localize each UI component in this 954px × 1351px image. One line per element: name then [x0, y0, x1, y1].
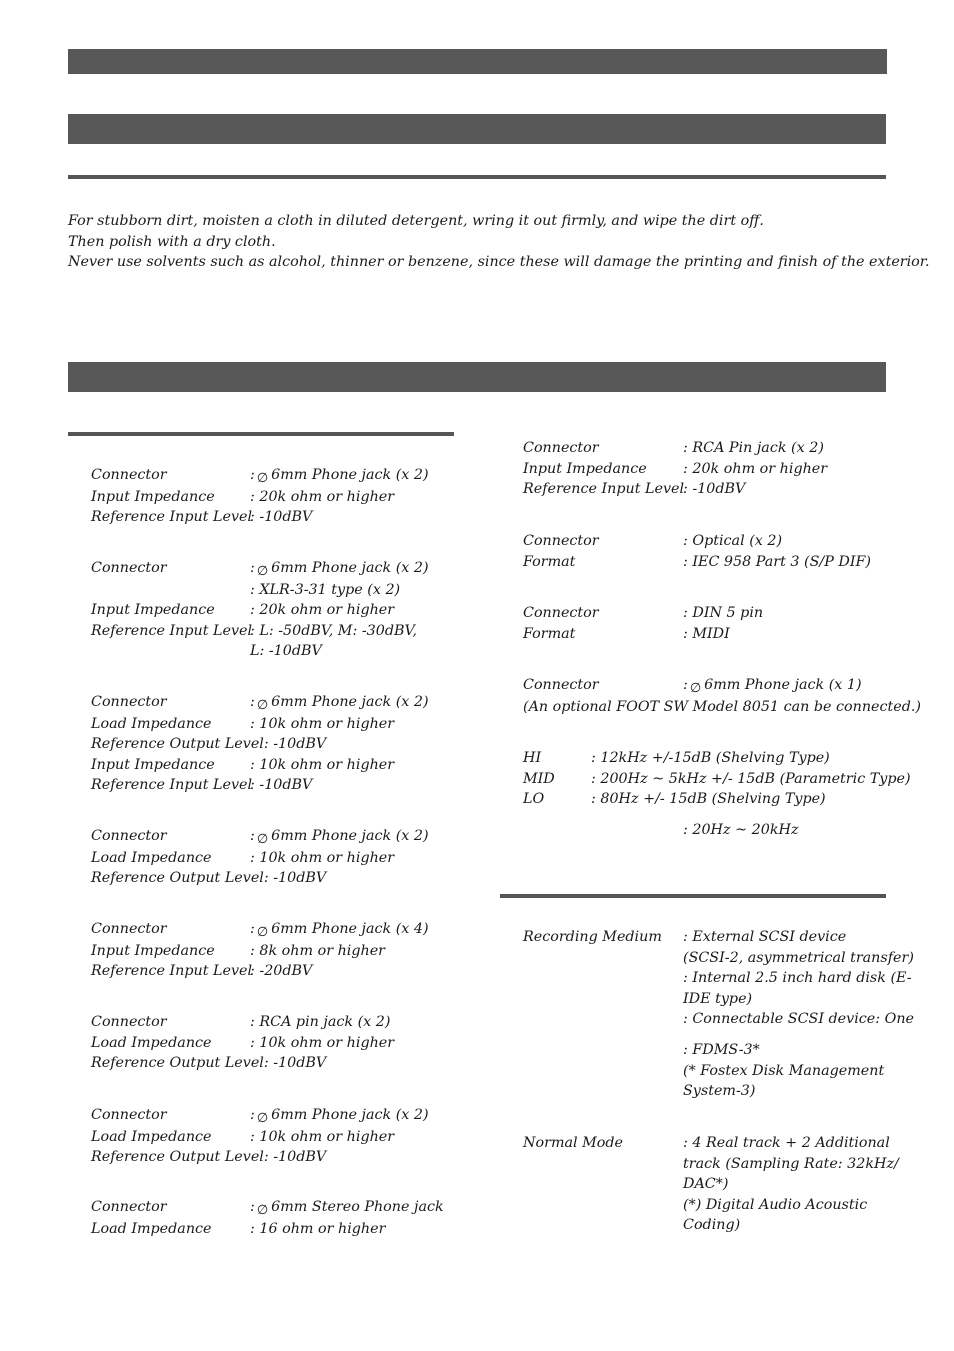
- spec-value: : 16 ohm or higher: [250, 1220, 386, 1237]
- spec-label: Connector: [91, 467, 167, 483]
- spec-label: Reference Output Level: [91, 736, 264, 753]
- spec-colon: :: [250, 694, 255, 710]
- diameter-icon: ∅: [256, 1203, 269, 1218]
- spec-label: Connector: [91, 1199, 167, 1215]
- spec-row: [91, 868, 429, 889]
- spec-colon: :: [250, 828, 255, 844]
- spec-row: [91, 1147, 429, 1168]
- spec-value: : 10k ohm or higher: [250, 849, 395, 866]
- spec-value: : 10k ohm or higher: [250, 1128, 395, 1145]
- spec-row: [523, 675, 921, 697]
- spec-line: track (Sampling Rate: 32kHz/: [683, 1155, 899, 1172]
- spec-row: [91, 621, 429, 642]
- spec-row: [91, 734, 429, 755]
- midi-spec: [523, 603, 763, 644]
- spec-label: Reference Input Level: [91, 963, 253, 980]
- spec-value: : 80Hz +/- 15dB (Shelving Type): [591, 791, 826, 808]
- spec-label: Reference Input Level: [523, 481, 685, 498]
- spec-label: Reference Output Level: [91, 1055, 264, 1072]
- spec-row: [523, 624, 763, 645]
- subsection-rule-left: [68, 432, 454, 436]
- spec-label: Input Impedance: [91, 756, 215, 773]
- spec-row: [91, 580, 429, 601]
- spec-label: Recording Medium: [523, 929, 662, 945]
- spec-value: : 20Hz ~ 20kHz: [683, 822, 799, 838]
- spec-line: (*) Digital Audio Acoustic: [683, 1196, 868, 1213]
- spec-label: Connector: [523, 605, 599, 621]
- spec-value: [250, 826, 429, 848]
- spec-value: : RCA Pin jack (x 2): [683, 440, 824, 456]
- care-line-3: Never use solvents such as alcohol, thinner or benzene, since these will damage the printing and finish of the exterior.: [68, 254, 930, 271]
- spec-row: [523, 531, 871, 552]
- spec-value: : 10k ohm or higher: [250, 715, 395, 732]
- foot-sw-note: (An optional FOOT SW Model 8051 can be connected.): [523, 698, 921, 715]
- spec-value: : IEC 958 Part 3 (S/P DIF): [683, 553, 871, 570]
- spec-label: Reference Output Level: [91, 1149, 264, 1166]
- spec-value: : 20k ohm or higher: [250, 488, 395, 505]
- spec-line: (SCSI-2, asymmetrical transfer): [683, 949, 914, 966]
- spec-value: [250, 1197, 444, 1219]
- spec-label: Load Impedance: [91, 1034, 212, 1051]
- left-spec-block: [91, 1197, 444, 1239]
- spec-row: [91, 1219, 444, 1240]
- spec-row: [91, 919, 429, 941]
- spec-line: : 4 Real track + 2 Additional: [683, 1135, 890, 1151]
- foot-sw-spec: [523, 675, 921, 717]
- spec-value: [250, 692, 429, 714]
- spec-value: [250, 919, 429, 941]
- spec-line: : External SCSI device: [683, 929, 847, 945]
- spec-line: (* Fostex Disk Management: [683, 1062, 885, 1079]
- spec-line: : Internal 2.5 inch hard disk (E-: [683, 970, 912, 987]
- spec-row: [91, 487, 429, 508]
- spec-line: : FDMS-3*: [683, 1042, 760, 1058]
- spec-value: : RCA pin jack (x 2): [250, 1014, 391, 1030]
- spec-colon: :: [250, 1199, 255, 1215]
- spec-label: Connector: [91, 1107, 167, 1123]
- spec-row: [91, 692, 429, 714]
- fdms-spec: [683, 1040, 884, 1102]
- left-spec-block: [91, 826, 429, 889]
- spec-label: Load Impedance: [91, 849, 212, 866]
- left-spec-block: [91, 558, 429, 662]
- spec-colon: :: [250, 467, 255, 483]
- spec-row: [523, 479, 827, 500]
- spec-row: [91, 775, 429, 796]
- spec-label: Load Impedance: [91, 715, 212, 732]
- spec-value: [250, 1105, 429, 1127]
- spec-row: [91, 941, 429, 962]
- spec-row: [91, 1105, 429, 1127]
- spec-value-text: 6mm Stereo Phone jack: [271, 1199, 444, 1215]
- normal-mode-spec: [523, 1133, 899, 1236]
- spec-label: Format: [523, 625, 576, 642]
- spec-value: : XLR-3-31 type (x 2): [250, 581, 401, 598]
- spec-label: Connector: [523, 677, 599, 693]
- spec-row: [91, 1053, 394, 1074]
- spec-value: : 200Hz ~ 5kHz +/- 15dB (Parametric Type): [591, 770, 911, 787]
- spec-label: MID: [523, 770, 555, 787]
- spec-value: : 8k ohm or higher: [250, 942, 386, 959]
- spec-value-text: 6mm Phone jack (x 2): [271, 467, 429, 483]
- spec-value: : 20k ohm or higher: [683, 460, 828, 477]
- subsection-rule-care: [68, 175, 886, 179]
- spec-value: [683, 675, 862, 697]
- spec-value: [250, 558, 429, 580]
- spec-row: [91, 755, 429, 776]
- spec-row: [91, 465, 429, 487]
- spec-label: Connector: [523, 533, 599, 549]
- diameter-icon: ∅: [256, 925, 269, 940]
- section-header-bar-care: [68, 114, 886, 144]
- spec-line: Coding): [683, 1217, 741, 1234]
- spec-row: [523, 603, 763, 624]
- spec-label: [91, 641, 250, 662]
- spec-label: Connector: [91, 921, 167, 937]
- spec-label: [91, 580, 250, 601]
- spec-label: Input Impedance: [523, 460, 647, 477]
- spec-line: IDE type): [683, 990, 753, 1007]
- spec-colon: :: [250, 1107, 255, 1123]
- spec-row: [523, 927, 914, 1030]
- spec-row: [523, 438, 827, 459]
- spec-row: [523, 552, 871, 573]
- spec-row: [91, 1033, 394, 1054]
- spec-label: Connector: [91, 560, 167, 576]
- left-spec-block: [91, 465, 429, 528]
- spec-value-lines: [683, 927, 914, 1030]
- care-line-2: Then polish with a dry cloth.: [68, 233, 276, 250]
- spec-label: Input Impedance: [91, 942, 215, 959]
- freq-response-spec: [683, 820, 798, 841]
- spec-value-text: 6mm Phone jack (x 2): [271, 694, 429, 710]
- spec-label: Normal Mode: [523, 1135, 624, 1151]
- left-spec-block: [91, 919, 429, 982]
- spec-line: : Connectable SCSI device: One: [683, 1011, 914, 1028]
- spec-row: [91, 848, 429, 869]
- spec-label: Load Impedance: [91, 1128, 212, 1145]
- spec-label: Reference Input Level: [91, 777, 253, 794]
- spec-value-text: 6mm Phone jack (x 1): [704, 677, 862, 693]
- spec-value-text: 6mm Phone jack (x 2): [271, 560, 429, 576]
- spec-label: Input Impedance: [91, 488, 215, 505]
- spec-label: Connector: [91, 828, 167, 844]
- spec-row: [523, 769, 911, 790]
- spec-value-text: 6mm Phone jack (x 4): [271, 921, 429, 937]
- spec-label: Format: [523, 553, 576, 570]
- rca-input-spec: [523, 438, 827, 500]
- spec-label: Reference Input Level: [91, 622, 253, 639]
- spec-row: [91, 600, 429, 621]
- spec-value: L: -10dBV: [250, 643, 322, 660]
- spec-value-text: 6mm Phone jack (x 2): [271, 828, 429, 844]
- spec-row: [91, 1197, 444, 1219]
- spec-label: Connector: [523, 440, 599, 456]
- spec-label: Connector: [91, 1014, 167, 1030]
- spec-value: : -10dBV: [263, 1149, 327, 1166]
- section-header-bar-top: [68, 49, 887, 74]
- care-line-1: For stubborn dirt, moisten a cloth in diluted detergent, wring it out firmly, and wipe the dirt off.: [68, 213, 764, 229]
- spec-label: HI: [523, 750, 542, 766]
- spec-label: Connector: [91, 694, 167, 710]
- spec-row: [523, 1133, 899, 1236]
- spec-value: : -10dBV: [683, 481, 746, 498]
- spec-value: : -10dBV: [263, 870, 327, 887]
- spec-value: : -10dBV: [250, 509, 313, 526]
- section-header-bar-specs: [68, 362, 886, 392]
- spec-value: : 20k ohm or higher: [250, 602, 395, 619]
- spec-line: DAC*): [683, 1176, 729, 1193]
- spec-value-lines: [683, 1133, 899, 1236]
- spec-value: : MIDI: [683, 625, 730, 642]
- diameter-icon: ∅: [689, 681, 702, 696]
- spec-value: : -10dBV: [250, 777, 313, 794]
- spec-value: : Optical (x 2): [683, 533, 783, 549]
- spec-value-text: 6mm Phone jack (x 2): [271, 1107, 429, 1123]
- spec-line: System-3): [683, 1083, 756, 1100]
- spec-label: LO: [523, 791, 545, 808]
- diameter-icon: ∅: [256, 832, 269, 847]
- spec-value: : 10k ohm or higher: [250, 756, 395, 773]
- spec-row: [91, 714, 429, 735]
- left-spec-block: [91, 1012, 394, 1074]
- spec-row: [523, 789, 911, 810]
- spec-value: : 12kHz +/-15dB (Shelving Type): [591, 750, 830, 766]
- digital-spec: [523, 531, 871, 572]
- spec-value: : 10k ohm or higher: [250, 1034, 395, 1051]
- spec-value: : -10dBV: [263, 1055, 327, 1072]
- spec-value: : -20dBV: [250, 963, 313, 980]
- spec-row: [91, 826, 429, 848]
- spec-value: [250, 465, 429, 487]
- spec-row: [91, 641, 429, 662]
- spec-row: [523, 748, 911, 769]
- spec-label: Load Impedance: [91, 1220, 212, 1237]
- eq-spec: [523, 748, 911, 810]
- spec-row: [91, 507, 429, 528]
- spec-label: Reference Input Level: [91, 509, 253, 526]
- spec-value: : DIN 5 pin: [683, 605, 764, 621]
- diameter-icon: ∅: [256, 698, 269, 713]
- spec-row: [91, 558, 429, 580]
- spec-row: [91, 961, 429, 982]
- recording-medium-spec: [523, 927, 914, 1030]
- spec-colon: :: [683, 677, 688, 693]
- spec-value: : L: -50dBV, M: -30dBV,: [250, 622, 417, 639]
- spec-label: Reference Output Level: [91, 870, 264, 887]
- care-instructions: [68, 211, 930, 273]
- spec-row: [91, 1127, 429, 1148]
- spec-colon: :: [250, 560, 255, 576]
- diameter-icon: ∅: [256, 1111, 269, 1126]
- spec-colon: :: [250, 921, 255, 937]
- subsection-rule-right: [500, 894, 886, 898]
- diameter-icon: ∅: [256, 471, 269, 486]
- left-spec-block: [91, 1105, 429, 1168]
- spec-row: [91, 1012, 394, 1033]
- spec-value: : -10dBV: [263, 736, 327, 753]
- spec-label: Input Impedance: [91, 602, 215, 619]
- left-spec-block: [91, 692, 429, 796]
- spec-note: [523, 697, 921, 718]
- diameter-icon: ∅: [256, 564, 269, 579]
- spec-row: [523, 459, 827, 480]
